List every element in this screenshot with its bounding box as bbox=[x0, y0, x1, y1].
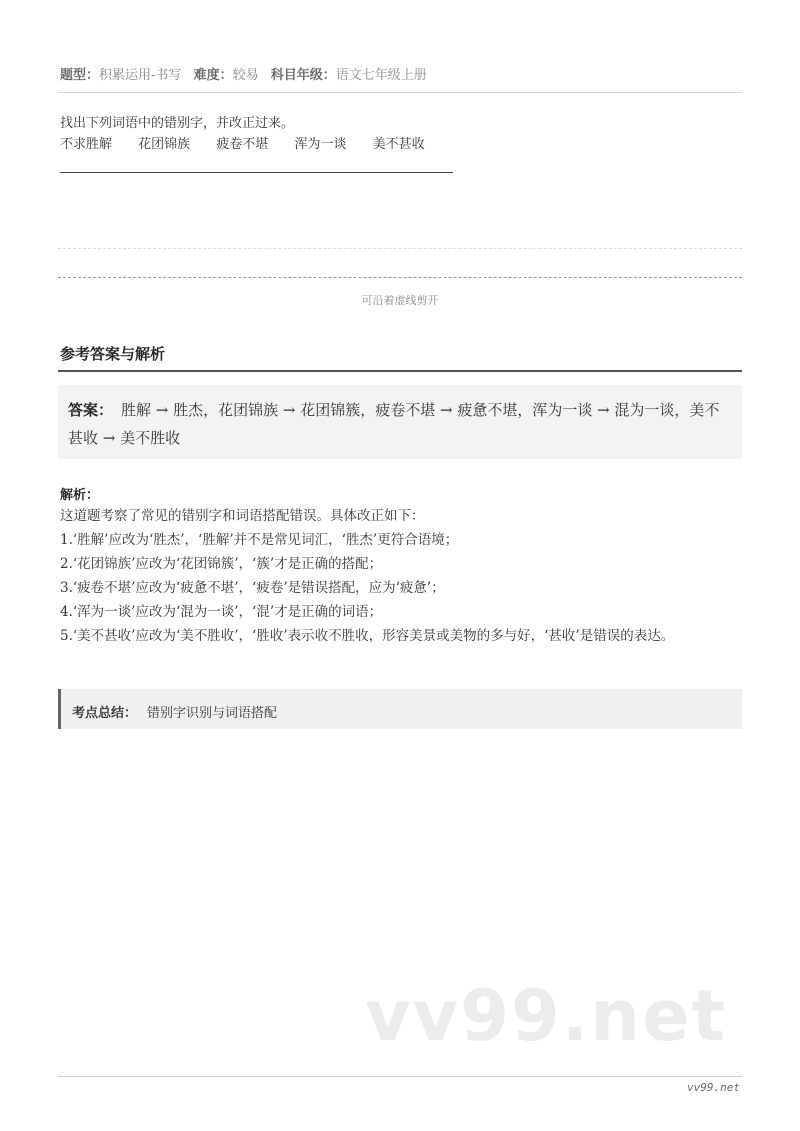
question-word: 花团锦族 bbox=[138, 137, 191, 152]
explanation-line: 5.‘美不甚收’应改为‘美不胜收’，‘胜收’表示收不胜收，形容美景或美物的多与好，‘甚收’是错误的表达。 bbox=[60, 628, 675, 644]
explanation-line: 2.‘花团锦族’应改为‘花团锦簇’，‘簇’才是正确的搭配； bbox=[60, 556, 383, 572]
question-prompt: 找出下列词语中的错别字，并改正过来。 bbox=[60, 116, 295, 131]
answer-label: 答案： bbox=[68, 401, 114, 419]
question-word: 美不甚收 bbox=[372, 137, 425, 152]
cut-hint: 可沿着虚线剪开 bbox=[361, 294, 439, 307]
question-words bbox=[60, 133, 447, 152]
type-value: 积累运用-书写 bbox=[99, 68, 182, 83]
watermark: vv99.net bbox=[365, 975, 728, 1057]
top-divider bbox=[58, 92, 742, 93]
footer-site: vv99.net bbox=[687, 1081, 740, 1094]
explanation-title: 解析： bbox=[60, 488, 100, 503]
summary-label: 考点总结： bbox=[72, 706, 138, 721]
explanation-line: 4.‘浑为一谈’应改为‘混为一谈’，‘混’才是正确的词语； bbox=[60, 604, 383, 620]
dashed-divider bbox=[58, 248, 742, 249]
grade-value: 语文七年级上册 bbox=[335, 68, 427, 83]
answer-text: 胜解 → 胜杰，花团锦族 → 花团锦簇，疲卷不堪 → 疲惫不堪，浑为一谈 → 混为一谈，美不甚收 → 美不胜收 bbox=[68, 401, 720, 447]
cut-line bbox=[58, 277, 742, 278]
difficulty-label: 难度： bbox=[193, 68, 233, 83]
grade-label: 科目年级： bbox=[270, 68, 336, 83]
question-word: 疲卷不堪 bbox=[216, 137, 269, 152]
difficulty-value: 较易 bbox=[232, 68, 259, 83]
type-label: 题型： bbox=[60, 68, 100, 83]
question-word: 浑为一谈 bbox=[294, 137, 347, 152]
explanation-line: 这道题考察了常见的错别字和词语搭配错误。具体改正如下： bbox=[60, 508, 425, 524]
question-word: 不求胜解 bbox=[60, 137, 113, 152]
footer-rule bbox=[58, 1076, 742, 1077]
question-meta bbox=[60, 64, 427, 83]
explanation-line: 1.‘胜解’应改为‘胜杰’，‘胜解’并不是常见词汇，‘胜杰’更符合语境； bbox=[60, 532, 459, 548]
section-rule bbox=[58, 370, 742, 372]
answer-content bbox=[68, 396, 732, 452]
explanation-line: 3.‘疲卷不堪’应改为‘疲惫不堪’，‘疲卷’是错误搭配，应为‘疲惫’； bbox=[60, 580, 445, 596]
summary-content bbox=[72, 702, 277, 721]
answer-section-title: 参考答案与解析 bbox=[60, 345, 166, 363]
explanation-body bbox=[60, 504, 744, 648]
summary-text: 错别字识别与词语搭配 bbox=[147, 706, 278, 721]
answer-writing-line bbox=[60, 172, 453, 173]
